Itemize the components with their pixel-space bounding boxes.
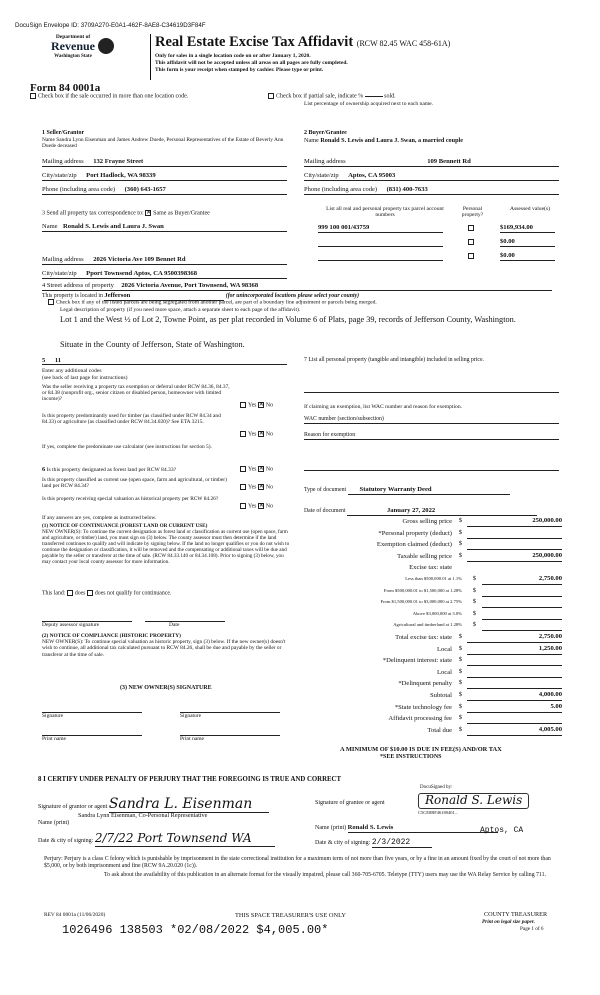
buyer-name: Name Ronald S. Lewis and Laura J. Swan, a married couple <box>304 137 464 144</box>
dollar-sign: $ <box>458 656 462 664</box>
notice2: (2) NOTICE OF COMPLIANCE (HISTORIC PROPERTY) NEW OWNER(S): To continue special valuation as historic property, sign (3) below. If the new owner(s) doesn't wish to continue, all additional tax calculated pursuant to RCW 84.26, shall be due and payable by the seller or transferor at the time of sale. <box>42 633 286 658</box>
grantee-signature-id: C5CE8BF46180401... <box>418 810 459 815</box>
tax-row <box>300 610 562 622</box>
tax-row-value[interactable] <box>467 668 562 678</box>
deputy-date[interactable]: Date <box>145 621 225 628</box>
tax-row-value[interactable] <box>482 610 562 620</box>
buyer-mailing[interactable]: Mailing address 109 Bennett Rd <box>304 158 559 167</box>
doc-date[interactable]: Date of document January 27, 2022 <box>304 507 537 516</box>
tax-row-label: Excise tax: state <box>409 564 452 572</box>
grantee-city: Aptos, CA <box>480 826 524 835</box>
section3-label: 3 Send all property tax correspondence to: ✕ Same as Buyer/Grantee <box>42 210 210 217</box>
section3-mailing[interactable]: Mailing address 2026 Victoria Ave 109 Bennet Rd <box>42 256 287 265</box>
tax-row <box>300 517 562 529</box>
section6-q2: Is this property classified as current use (open space, farm and agricultural, or timber) land per RCW 84.34? <box>42 477 227 490</box>
section5-q3: If yes, complete the predominate use calculator (see instructions for section 5). <box>42 444 212 450</box>
notice1: (1) NOTICE OF CONTINUANCE (FOREST LAND OR CURRENT USE) NEW OWNER(S): To continue the current designation as forest land or classification as current use (open space, farm and agriculture, or timber) land, you must sign on (3) below. The county assessor must then determine if the land transferred continues to qualify and will indicate by signing below. If the land no longer qualifies or you do not wish to continue the designation or classification, it will be removed and the compensating or additional taxes will be due and payable by the seller or transferor at the time of sale. (RCW 84.33.140 or 84.34.108). Prior to signing (3) below, you may contact your local county assessor for more information. <box>42 523 290 565</box>
form-number: Form 84 0001a <box>30 82 101 94</box>
grantor-date[interactable]: Date & city of signing: 2/7/22 Port Townsend WA <box>38 832 275 847</box>
buyer-phone[interactable]: Phone (including area code) (831) 400-7633 <box>304 186 559 195</box>
tax-row-value[interactable] <box>482 598 562 608</box>
tax-row-label: Total excise tax: state <box>395 633 452 641</box>
tax-row-label: *Delinquent interest: state <box>382 657 452 665</box>
tax-row-label: Total due <box>427 726 452 734</box>
parcels-col3: Assessed value(s) <box>510 206 550 212</box>
section3-name[interactable]: Name Ronald S. Lewis and Laura J. Swan <box>42 223 287 232</box>
tax-row-value[interactable] <box>467 714 562 724</box>
tax-row-value[interactable]: 2,750.00 <box>467 633 562 643</box>
multi-location-check[interactable]: Check box if the sale occurred in more than one location code. <box>30 93 188 100</box>
certify-heading: 8 I CERTIFY UNDER PENALTY OF PERJURY THAT THE FOREGOING IS TRUE AND CORRECT <box>38 776 341 783</box>
property-location: This property is located in Jefferson (for unincorporated locations please select your county) <box>42 292 360 299</box>
tax-row-label: Less than $500,000.01 at 1.1% <box>405 575 462 581</box>
legal-paper-note: Print on legal size paper. <box>482 919 535 925</box>
tax-row-label: *Delinquent penalty <box>398 680 452 688</box>
tax-row-label: Agricultural and timberland at 1.28% <box>393 622 462 628</box>
parcels-table <box>318 224 558 266</box>
segregated-check[interactable]: Check box if any of the listed parcels are being segregated from another parcel, are part of a boundary line adjustment or parcels being merged. <box>48 299 377 306</box>
dollar-sign: $ <box>458 528 462 536</box>
grantee-date[interactable]: Date & city of signing: 2/3/2022 <box>315 838 432 848</box>
tax-row <box>300 563 562 575</box>
exemption-label: If claiming an exemption, list WAC number and reason for exemption. <box>304 404 463 410</box>
tax-row-label: Exemption claimed (deduct) <box>376 541 452 549</box>
rev-number: REV 84 0001a (11/06/2020) <box>44 912 106 918</box>
tax-row <box>300 587 562 599</box>
tax-row-label: Affidavit processing fee <box>388 715 452 723</box>
tax-row <box>300 703 562 715</box>
dollar-sign: $ <box>458 679 462 687</box>
assessed-value[interactable]: $0.00 <box>500 238 555 247</box>
section6-q2-answer[interactable]: Yes ✕ No <box>240 484 273 491</box>
section5-q2-answer[interactable]: Yes ✕ No <box>240 431 273 438</box>
wac-number[interactable]: WAC number (section/subsection) <box>304 416 559 424</box>
dept-line2: Revenue <box>51 39 95 54</box>
tax-row-value[interactable]: 4,000.00 <box>467 691 562 701</box>
tax-row-label: Local <box>436 645 452 653</box>
dollar-sign: $ <box>458 551 462 559</box>
dollar-sign: $ <box>458 702 462 710</box>
tax-row <box>300 552 562 564</box>
docusigned-by: DocuSigned by: <box>420 785 453 790</box>
tax-table <box>300 517 562 737</box>
tax-row-value[interactable] <box>482 621 562 631</box>
dept-line1: Department of <box>55 34 91 40</box>
dollar-sign: $ <box>472 586 476 594</box>
tax-row <box>300 726 562 738</box>
see-back: (see back of last page for instructions) <box>42 375 128 381</box>
tax-row-value[interactable] <box>467 540 562 550</box>
dollar-sign: $ <box>458 690 462 698</box>
table-row <box>318 252 558 266</box>
tax-row-label: *State technology fee <box>394 703 452 711</box>
dollar-sign: $ <box>472 621 476 629</box>
tax-row-value[interactable]: 4,005.00 <box>467 726 562 736</box>
grantee-print: Name (print) Ronald S. Lewis <box>315 824 498 833</box>
section6-q1: 6 Is this property designated as forest land per RCW 84.33? <box>42 466 177 473</box>
exemption-reason-line <box>304 462 559 471</box>
cashier-stamp: 1026496 138503 *02/08/2022 $4,005.00* <box>62 923 329 937</box>
seller-name: Name Sandra Lynn Eisenman and James Andrew Duede, Personal Representatives of the Estate of Beverly Ann Duede deceased <box>42 137 284 150</box>
section5-q2: Is this property predominantly used for timber (as classified under RCW 84.34 and 84.33) or agriculture (as classified under RCW 84.34.020)? See ETA 3215. <box>42 413 221 426</box>
county-treasurer: COUNTY TREASURER <box>484 911 548 918</box>
dollar-sign: $ <box>458 714 462 722</box>
tax-row <box>300 633 562 645</box>
tax-row <box>300 598 562 610</box>
grantor-print: Name (print) <box>38 820 70 826</box>
section3-city[interactable]: City/state/zip Pport Townsend Aptos, CA 9500398368 <box>42 270 287 279</box>
dollar-sign: $ <box>472 598 476 606</box>
parcel-number[interactable] <box>318 252 443 261</box>
section5-q1: Was the seller receiving a property tax exemption or deferral under RCW 84.36, 84.37, or 84.38 (nonprofit org., senior citizen or disabled person, homeowner with limited income)? <box>42 384 230 403</box>
tax-row <box>300 540 562 552</box>
tax-row <box>300 529 562 541</box>
tax-row-label: Local <box>436 668 452 676</box>
dollar-sign: $ <box>472 574 476 582</box>
tax-row-label: From $1,500,000.01 to $3,000,000 at 2.75% <box>380 599 462 605</box>
buyer-city[interactable]: City/state/zip Aptos, CA 95003 <box>304 172 559 181</box>
notice3-title: (3) NEW OWNER(S) SIGNATURE <box>120 685 212 691</box>
dollar-sign: $ <box>472 609 476 617</box>
tax-row-value[interactable]: 250,000.00 <box>467 517 562 527</box>
parcels-col2: Personal property? <box>461 206 484 219</box>
tax-row <box>300 645 562 657</box>
grantee-signature-label: Signature of grantee or agent <box>315 800 385 806</box>
envelope-id: DocuSign Envelope ID: 3709A270-E0A1-462F-8AE8-C34619D3F84F <box>15 22 206 29</box>
perjury-text: Perjury: Perjury is a class C felony which is punishable by imprisonment in the state correctional institution for a maximum term of not more than five years, or by a fine in an amount fixed by the court of not more than $5,000, or by both imprisonment and fine (RCW 9A.20.020 (1c)). <box>44 856 551 869</box>
new-owner-print-1[interactable]: Print name <box>42 735 142 742</box>
section6-if-yes: If any answers are yes, complete as instructed below. <box>42 515 157 521</box>
tax-row <box>300 679 562 691</box>
treasurer-use: THIS SPACE TREASURER'S USE ONLY <box>235 912 346 919</box>
tax-row <box>300 714 562 726</box>
seller-heading: 1 Seller/Grantor <box>42 130 85 136</box>
tax-row <box>300 621 562 633</box>
tax-row-label: Above $3,000,000 at 3.0% <box>412 610 462 616</box>
assessed-value[interactable]: $169,934.00 <box>500 224 555 233</box>
personal-property-check[interactable] <box>468 239 474 245</box>
tax-row <box>300 691 562 703</box>
tax-row-value[interactable] <box>467 656 562 666</box>
personal-property-list[interactable] <box>304 382 559 393</box>
grantor-signature[interactable]: Signature of grantor or agent Sandra L. Eisenman <box>38 796 269 813</box>
note-2: This affidavit will not be accepted unless all areas on all pages are fully completed. <box>155 60 348 66</box>
see-instructions: *SEE INSTRUCTIONS <box>380 754 442 760</box>
property-address[interactable]: 4 Street address of property 2026 Victoria Avenue, Port Townsend, WA 98368 <box>42 282 552 291</box>
legal-description: Lot 1 and the West ½ of Lot 2, Towne Point, as per plat recorded in Volume 6 of Plats, page 39, records of Jefferson County, Washington. <box>60 315 516 324</box>
table-row <box>318 238 558 252</box>
note-3: This form is your receipt when stamped by cashier. Please type or print. <box>155 67 324 73</box>
dept-seal-icon <box>98 38 114 54</box>
doc-type[interactable]: Type of document Statutory Warranty Deed <box>304 486 510 495</box>
section6-q3-answer[interactable]: Yes ✕ No <box>240 503 273 510</box>
seller-mailing[interactable]: Mailing address 132 Frayne Street <box>42 158 287 167</box>
note-1: Only for sales in a single location code on or after January 1, 2020. <box>155 53 311 59</box>
dollar-sign: $ <box>458 540 462 548</box>
dollar-sign: $ <box>458 644 462 652</box>
parcels-col1: List all real and personal property tax parcel account numbers <box>326 206 444 219</box>
minimum-note: A MINIMUM OF $10.00 IS DUE IN FEE(S) AND/OR TAX <box>340 746 502 753</box>
seller-phone[interactable]: Phone (including area code) (360) 643-1657 <box>42 186 287 195</box>
new-owner-print-2[interactable]: Print name <box>180 735 280 742</box>
personal-property-check[interactable] <box>468 253 474 259</box>
grantee-signature[interactable]: Ronald S. Lewis <box>418 793 529 809</box>
table-row <box>318 224 558 238</box>
page-number: Page 1 of 6 <box>520 926 544 932</box>
assessed-value[interactable]: $0.00 <box>500 252 555 261</box>
alt-format-text: To ask about the availability of this publication in an alternate format for the visually impaired, please call 360-705-6705. Teletype (TTY) users may use the WA Relay Service by calling 711. <box>104 872 546 878</box>
tax-row-value[interactable]: 250,000.00 <box>467 552 562 562</box>
buyer-heading: 2 Buyer/Grantee <box>304 130 347 136</box>
dollar-sign: $ <box>458 725 462 733</box>
dollar-sign: $ <box>458 632 462 640</box>
tax-row-value[interactable] <box>467 529 562 539</box>
legal-label: Legal description of property (if you need more space, attach a separate sheet to each page of the affidavit). <box>60 307 301 313</box>
tax-row-label: From $500,000.01 to $1,500,000 at 1.28% <box>383 587 462 593</box>
tax-row-label: *Personal property (deduct) <box>378 529 452 537</box>
legal-description-2: Situate in the County of Jefferson, State of Washington. <box>60 340 245 349</box>
grantor-print-name: Sandra Lynn Eisenman, Co-Personal Representative <box>78 812 208 819</box>
seller-city[interactable]: City/state/zip Port Hadlock, WA 98339 <box>42 172 287 181</box>
section6-q3: Is this property receiving special valuation as historical property per RCW 84.26? <box>42 496 219 502</box>
tax-row-value[interactable] <box>482 587 562 597</box>
dollar-sign: $ <box>458 667 462 675</box>
new-owner-signature-1[interactable]: Signature <box>42 712 142 719</box>
tax-row-value[interactable] <box>467 679 562 689</box>
percent-note: List percentage of ownership acquired next to each name. <box>304 101 434 107</box>
dept-line3: Washington State <box>54 54 92 60</box>
personal-property-check[interactable] <box>468 225 474 231</box>
section7-label: 7 List all personal property (tangible and intangible) included in selling price. <box>304 357 484 363</box>
partial-sale-check[interactable]: Check box if partial sale, indicate % sold. <box>268 93 396 100</box>
tax-row-value[interactable]: 5.00 <box>467 703 562 713</box>
new-owner-signature-2[interactable]: Signature <box>180 712 280 719</box>
this-land[interactable]: This land: does does not qualify for continuance. <box>42 590 172 597</box>
section5-q1-answer[interactable]: Yes ✕ No <box>240 402 273 409</box>
tax-row-value[interactable]: 2,750.00 <box>482 575 562 585</box>
tax-row <box>300 656 562 668</box>
tax-row <box>300 668 562 680</box>
parcel-number[interactable]: 999 100 001/43759 <box>318 224 443 233</box>
section5-code[interactable]: 5 11 <box>42 357 287 365</box>
tax-row-value[interactable]: 1,250.00 <box>467 645 562 655</box>
section6-q1-answer[interactable]: Yes ✕ No <box>240 466 273 473</box>
deputy-signature[interactable]: Deputy assessor signature <box>42 621 132 628</box>
form-title: Real Estate Excise Tax Affidavit (RCW 82.45 WAC 458-61A) <box>155 34 451 50</box>
tax-row-label: Subtotal <box>430 691 452 699</box>
header-divider <box>150 34 151 80</box>
tax-row-label: Taxable selling price <box>397 552 452 560</box>
parcel-number[interactable] <box>318 238 443 247</box>
dollar-sign: $ <box>458 517 462 524</box>
tax-row <box>300 575 562 587</box>
tax-row-label: Gross selling price <box>402 518 452 525</box>
enter-codes: Enter any additional codes <box>42 368 102 374</box>
exemption-reason[interactable]: Reason for exemption <box>304 432 559 440</box>
